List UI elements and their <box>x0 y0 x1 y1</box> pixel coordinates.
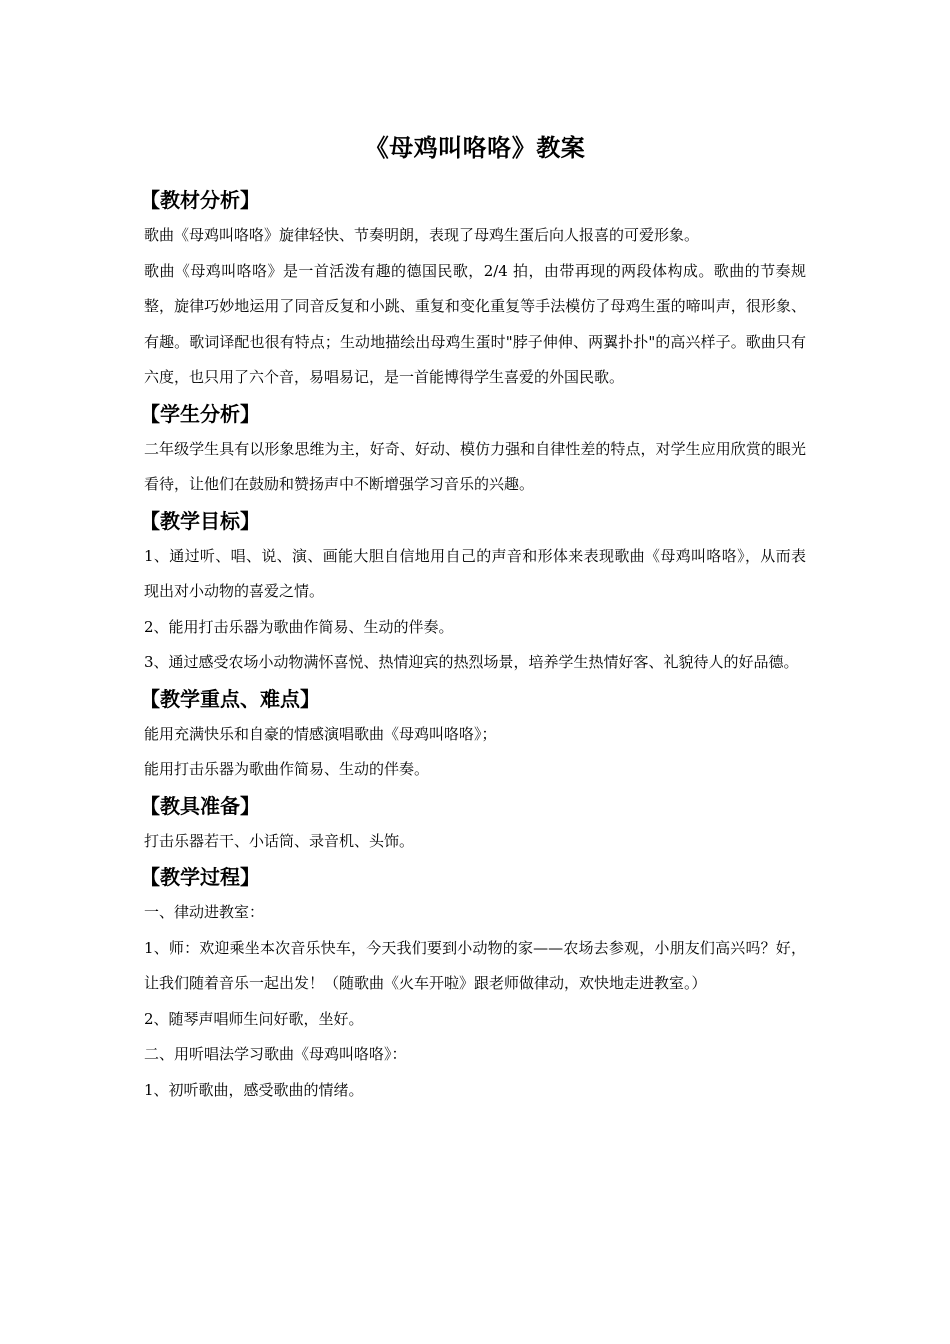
paragraph: 2、能用打击乐器为歌曲作简易、生动的伴奏。 <box>144 617 454 636</box>
section-heading: 【教具准备】 <box>140 793 260 818</box>
section-teaching-aids <box>140 788 806 860</box>
document-title: 《母鸡叫咯咯》教案 <box>364 134 586 162</box>
document-body <box>140 182 806 1108</box>
paragraph: 歌曲《母鸡叫咯咯》旋律轻快、节奏明朗，表现了母鸡生蛋后向人报喜的可爱形象。 <box>144 226 700 244</box>
paragraph: 一、律动进教室： <box>144 903 265 921</box>
section-heading: 【教学过程】 <box>140 865 260 889</box>
section-teaching-goals <box>140 503 806 681</box>
paragraph: 二年级学生具有以形象思维为主，好奇、好动、模仿力强和自律性差的特点，对学生应用欣赏的眼光看待，让他们在鼓励和赞扬声中不断增强学习音乐的兴趣。 <box>144 439 806 493</box>
paragraph: 1、初听歌曲，感受歌曲的情绪。 <box>144 1080 364 1099</box>
section-heading: 【学生分析】 <box>140 401 260 426</box>
paragraph: 歌曲《母鸡叫咯咯》是一首活泼有趣的德国民歌，2/4 拍，由带再现的两段体构成。歌曲的节奏规整，旋律巧妙地运用了同音反复和小跳、重复和变化重复等手法模仿了母鸡生蛋的啼叫声，很形象、有趣。歌词译配也很有特点；生动地描绘出母鸡生蛋时"脖子伸伸、两翼扑扑"的高兴样子。歌曲只有六度，也只用了六个音，易唱易记，是一首能博得学生喜爱的外国民歌。 <box>144 261 806 386</box>
paragraph: 3、通过感受农场小动物满怀喜悦、热情迎宾的热烈场景，培养学生热情好客、礼貌待人的好品德。 <box>144 653 799 671</box>
paragraph: 打击乐器若干、小话筒、录音机、头饰。 <box>144 831 415 850</box>
paragraph: 二、用听唱法学习歌曲《母鸡叫咯咯》： <box>144 1045 407 1063</box>
section-heading: 【教学目标】 <box>140 508 260 533</box>
paragraph: 2、随琴声唱师生问好歌，坐好。 <box>144 1009 364 1028</box>
section-teaching-process <box>140 859 806 1108</box>
paragraph: 1、通过听、唱、说、演、画能大胆自信地用自己的声音和形体来表现歌曲《母鸡叫咯咯》，从而表现出对小动物的喜爱之情。 <box>144 546 806 600</box>
paragraph: 1、师：欢迎乘坐本次音乐快车，今天我们要到小动物的家——农场去参观，小朋友们高兴吗？好，让我们随着音乐一起出发！（随歌曲《火车开啦》跟老师做律动，欢快地走进教室。） <box>144 938 806 992</box>
section-key-points <box>140 681 806 788</box>
paragraph: 能用打击乐器为歌曲作简易、生动的伴奏。 <box>144 760 430 778</box>
section-heading: 【教材分析】 <box>140 188 260 212</box>
section-heading: 【教学重点、难点】 <box>140 686 320 711</box>
section-textbook-analysis <box>140 182 806 396</box>
section-student-analysis <box>140 396 806 503</box>
paragraph: 能用充满快乐和自豪的情感演唱歌曲《母鸡叫咯咯》； <box>144 724 497 743</box>
